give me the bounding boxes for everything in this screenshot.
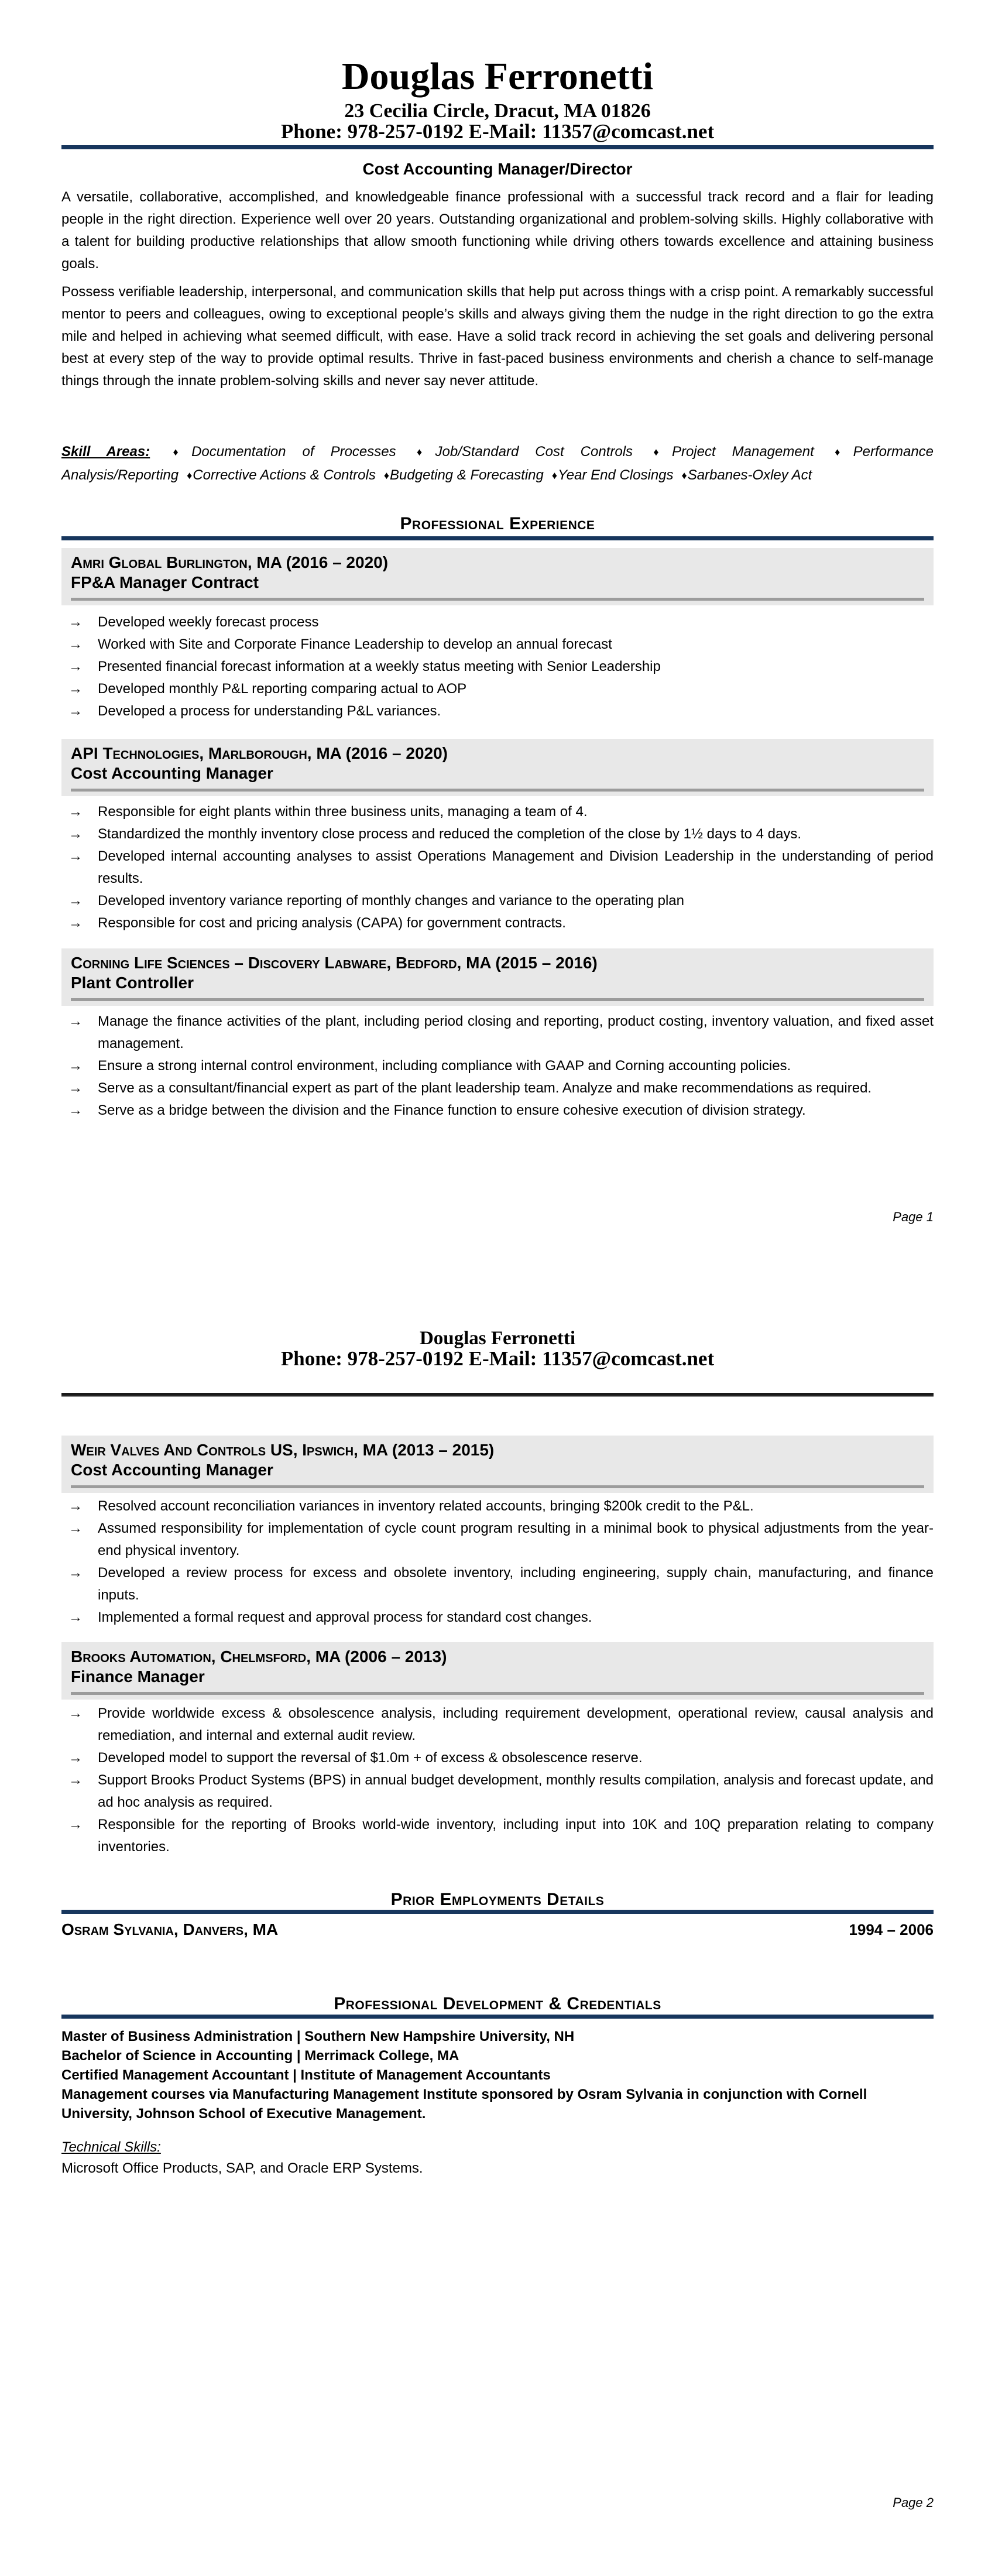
- bullet-item: [61, 1606, 934, 1629]
- skill-item: [641, 444, 814, 460]
- bullet-text: Ensure a strong internal control environment, including compliance with GAAP and Corning accounting policies.: [98, 1058, 791, 1074]
- bullet-item: [61, 823, 934, 845]
- job-company: Brooks Automation, Chelmsford, MA (2006 – 2013): [71, 1647, 447, 1666]
- skill-item-label: Documentation of Processes: [191, 444, 396, 460]
- skill-item-label: Sarbanes-Oxley Act: [687, 467, 812, 483]
- credential-item: Management courses via Manufacturing Management Institute sponsored by Osram Sylvania in conjunction with Cornell University, Johnson School of Executive Management.: [61, 2087, 867, 2122]
- bullet-text: Serve as a bridge between the division and the Finance function to ensure cohesive execution of division strategy.: [98, 1102, 806, 1118]
- bullet-item: [61, 801, 934, 823]
- bullet-text: Developed inventory variance reporting of monthly changes and variance to the operating plan: [98, 893, 684, 909]
- resume-contact: Phone: 978-257-0192 E-Mail: 11357@comcast.net: [280, 120, 715, 143]
- arrow-bullet-icon: →: [68, 659, 83, 674]
- bullet-text: Developed a review process for excess and obsolete inventory, including engineering, supply chain, manufacturing, and finance inputs.: [98, 1565, 934, 1603]
- arrow-bullet-icon: →: [68, 848, 83, 864]
- section-heading-development-credentials: Professional Development & Credentials: [334, 1994, 661, 2013]
- skill-item: [187, 467, 376, 483]
- skill-item-label: Budgeting & Forecasting: [390, 467, 544, 483]
- skill-item-label: Job/Standard Cost Controls: [435, 444, 633, 460]
- diamond-icon: ♦: [383, 470, 390, 481]
- prior-company: Osram Sylvania, Danvers, MA: [61, 1920, 279, 1938]
- skill-item: [160, 444, 396, 460]
- job-company: Corning Life Sciences – Discovery Labware, Bedford, MA (2015 – 2016): [71, 954, 598, 972]
- resume-name: Douglas Ferronetti: [341, 55, 654, 98]
- bullet-text: Implemented a formal request and approval process for standard cost changes.: [98, 1609, 592, 1625]
- arrow-bullet-icon: →: [68, 636, 83, 652]
- arrow-bullet-icon: →: [68, 893, 83, 909]
- section-rule: [61, 536, 934, 540]
- arrow-bullet-icon: →: [68, 804, 83, 820]
- arrow-bullet-icon: →: [68, 1102, 83, 1118]
- bullet-text: Provide worldwide excess & obsolescence analysis, including requirement development, operational review, causal analysis and remediation, and internal and external audit review.: [98, 1705, 934, 1743]
- section-rule: [61, 2015, 934, 2019]
- bullet-item: [61, 700, 934, 722]
- page-2-footer: Page 2: [893, 2495, 934, 2510]
- arrow-bullet-icon: →: [68, 681, 83, 697]
- bullet-text: Developed monthly P&L reporting comparing actual to AOP: [98, 681, 467, 697]
- job-role: Plant Controller: [71, 974, 194, 992]
- skill-item: [682, 467, 812, 483]
- bullet-text: Manage the finance activities of the plant, including period closing and reporting, product costing, inventory valuation, and fixed asset management.: [98, 1013, 934, 1051]
- bullet-item: [61, 1814, 934, 1858]
- prior-years: 1994 – 2006: [849, 1921, 934, 1938]
- job-rule: [71, 598, 924, 601]
- diamond-icon: ♦: [822, 446, 853, 458]
- job-company: Weir Valves And Controls US, Ipswich, MA (2013 – 2015): [71, 1441, 495, 1459]
- bullet-item: [61, 1099, 934, 1122]
- bullet-item: [61, 1077, 934, 1099]
- bullet-text: Responsible for cost and pricing analysis (CAPA) for government contracts.: [98, 915, 566, 931]
- bullet-text: Worked with Site and Corporate Finance Leadership to develop an annual forecast: [98, 636, 612, 652]
- arrow-bullet-icon: →: [68, 614, 83, 630]
- credential-item: Certified Management Accountant | Institute of Management Accountants: [61, 2067, 551, 2083]
- bullet-item: [61, 1495, 934, 1517]
- arrow-bullet-icon: →: [68, 1750, 83, 1766]
- bullet-text: Serve as a consultant/financial expert as part of the plant leadership team. Analyze and make recommendations as required.: [98, 1080, 872, 1096]
- credential-item: Bachelor of Science in Accounting | Merrimack College, MA: [61, 2048, 459, 2064]
- bullet-text: Developed weekly forecast process: [98, 614, 319, 630]
- bullet-text: Developed internal accounting analyses to assist Operations Management and Division Leadership in the understanding of period results.: [98, 848, 934, 886]
- section-heading-professional-experience: Professional Experience: [400, 514, 595, 533]
- diamond-icon: ♦: [187, 470, 193, 481]
- arrow-bullet-icon: →: [68, 1498, 83, 1514]
- arrow-bullet-icon: →: [68, 1609, 83, 1625]
- bullet-item: [61, 890, 934, 912]
- bullet-item: [61, 912, 934, 934]
- resume-job-title: Cost Accounting Manager/Director: [362, 160, 633, 178]
- arrow-bullet-icon: →: [68, 1565, 83, 1581]
- credentials-list: [61, 2027, 934, 2123]
- bullet-text: Resolved account reconciliation variances in inventory related accounts, bringing $200k credit to the P&L.: [98, 1498, 754, 1514]
- skill-item-label: Project Management: [671, 444, 814, 460]
- job-company: API Technologies, Marlborough, MA (2016 – 2020): [71, 744, 448, 762]
- header-rule: [61, 145, 934, 149]
- summary-paragraph-1: A versatile, collaborative, accomplished, and knowledgeable finance professional with a successful track record and a flair for leading people in the right direction. Experience well over 20 years. Outstanding organizational and problem-solving skills. Highly collaborative with a talent for building productive relationships that allow smooth functioning while driving others towards excellence and attaining business goals.: [61, 189, 934, 272]
- bullet-item: [61, 1055, 934, 1077]
- job-rule: [71, 1692, 924, 1695]
- bullet-item: [61, 1769, 934, 1814]
- prior-employment-row: [61, 1920, 934, 1939]
- skill-item: [384, 467, 544, 483]
- bullet-text: Responsible for the reporting of Brooks world-wide inventory, including input into 10K and 10Q preparation relating to company inventories.: [98, 1817, 934, 1855]
- page2-resume-name: Douglas Ferronetti: [419, 1328, 576, 1349]
- bullet-item: [61, 1747, 934, 1769]
- job-bullets-corning: [61, 1010, 934, 1122]
- page2-header-rule: [61, 1393, 934, 1397]
- bullet-text: Developed model to support the reversal of $1.0m + of excess & obsolescence reserve.: [98, 1750, 643, 1766]
- bullet-item: [61, 845, 934, 890]
- arrow-bullet-icon: →: [68, 826, 83, 842]
- technical-skills-label: Technical Skills:: [61, 2139, 161, 2155]
- bullet-item: [61, 1562, 934, 1606]
- arrow-bullet-icon: →: [68, 1705, 83, 1721]
- job-header-corning: [61, 948, 934, 1006]
- arrow-bullet-icon: →: [68, 915, 83, 931]
- section-rule: [61, 1910, 934, 1914]
- bullet-item: [61, 678, 934, 700]
- job-role: FP&A Manager Contract: [71, 573, 259, 591]
- bullet-item: [61, 611, 934, 633]
- job-header-weir: [61, 1436, 934, 1493]
- job-bullets-api: [61, 801, 934, 934]
- arrow-bullet-icon: →: [68, 703, 83, 719]
- job-rule: [71, 789, 924, 792]
- bullet-text: Standardized the monthly inventory close process and reduced the completion of the close by 1½ days to 4 days.: [98, 826, 802, 842]
- job-rule: [71, 1485, 924, 1488]
- skill-item: [404, 444, 633, 460]
- bullet-text: Responsible for eight plants within three business units, managing a team of 4.: [98, 804, 588, 820]
- diamond-icon: ♦: [681, 470, 687, 481]
- job-role: Cost Accounting Manager: [71, 1461, 273, 1479]
- job-role: Cost Accounting Manager: [71, 764, 273, 782]
- arrow-bullet-icon: →: [68, 1817, 83, 1832]
- arrow-bullet-icon: →: [68, 1772, 83, 1788]
- job-bullets-amri: [61, 611, 934, 722]
- skill-areas-label: Skill Areas:: [61, 444, 150, 460]
- bullet-text: Presented financial forecast information at a weekly status meeting with Senior Leadership: [98, 659, 661, 674]
- arrow-bullet-icon: →: [68, 1058, 83, 1074]
- bullet-item: [61, 633, 934, 656]
- arrow-bullet-icon: →: [68, 1013, 83, 1029]
- job-bullets-brooks: [61, 1703, 934, 1858]
- bullet-text: Support Brooks Product Systems (BPS) in annual budget development, monthly results compilation, analysis and forecast update, and ad hoc analysis as required.: [98, 1772, 934, 1810]
- skill-item-label: Year End Closings: [558, 467, 674, 483]
- job-header-api: [61, 739, 934, 796]
- summary-paragraph-2: Possess verifiable leadership, interpersonal, and communication skills that help put across things with a crisp point. A remarkably successful mentor to peers and colleagues, owing to exceptional people’s skills and always giving them the nudge in the right direction to go the extra mile and helped in achieving what seemed difficult, with ease. Have a solid track record in achieving the set goals and delivering personal best at every step of the way to provide optimal results. Thrive in fast-paced business environments and cherish a chance to self-manage things through the innate problem-solving skills and never say never attitude.: [61, 284, 934, 389]
- job-rule: [71, 998, 924, 1001]
- arrow-bullet-icon: →: [68, 1080, 83, 1096]
- skill-item-label: Corrective Actions & Controls: [193, 467, 376, 483]
- bullet-item: [61, 1010, 934, 1055]
- job-header-amri: [61, 548, 934, 605]
- skill-item: [552, 467, 674, 483]
- bullet-item: [61, 656, 934, 678]
- page2-resume-contact: Phone: 978-257-0192 E-Mail: 11357@comcast.net: [280, 1347, 715, 1370]
- bullet-item: [61, 1703, 934, 1747]
- job-company: Amri Global Burlington, MA (2016 – 2020): [71, 553, 389, 571]
- credential-item: Master of Business Administration | Southern New Hampshire University, NH: [61, 2029, 575, 2044]
- bullet-item: [61, 1517, 934, 1562]
- job-role: Finance Manager: [71, 1667, 205, 1686]
- diamond-icon: ♦: [641, 446, 671, 458]
- technical-skills-text: Microsoft Office Products, SAP, and Oracle ERP Systems.: [61, 2160, 423, 2176]
- arrow-bullet-icon: →: [68, 1520, 83, 1536]
- job-bullets-weir: [61, 1495, 934, 1629]
- resume-address: 23 Cecilia Circle, Dracut, MA 01826: [344, 100, 651, 122]
- bullet-text: Assumed responsibility for implementation of cycle count program resulting in a minimal book to physical adjustments from the year-end physical inventory.: [98, 1520, 934, 1558]
- job-header-brooks: [61, 1642, 934, 1700]
- diamond-icon: ♦: [404, 446, 435, 458]
- page-1-footer: Page 1: [893, 1210, 934, 1224]
- bullet-text: Developed a process for understanding P&L variances.: [98, 703, 441, 719]
- section-heading-prior-employments: Prior Employments Details: [390, 1890, 605, 1909]
- diamond-icon: ♦: [551, 470, 558, 481]
- skill-areas: [61, 440, 934, 487]
- skill-item-label: Performance Analysis/Reporting: [61, 444, 934, 483]
- diamond-icon: ♦: [160, 446, 191, 458]
